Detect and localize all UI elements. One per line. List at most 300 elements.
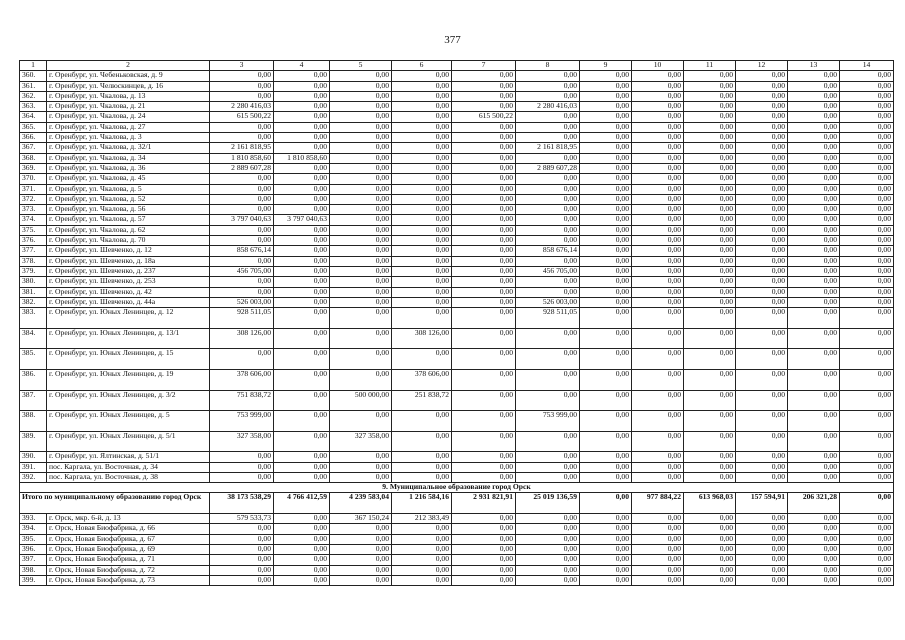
value-cell: 0,00	[274, 555, 330, 565]
value-cell: 0,00	[632, 215, 684, 225]
value-cell: 579 533,73	[210, 514, 274, 524]
value-cell: 0,00	[274, 328, 330, 349]
value-cell: 0,00	[210, 236, 274, 246]
value-cell: 0,00	[840, 369, 894, 390]
value-cell: 0,00	[516, 328, 580, 349]
value-cell: 0,00	[736, 194, 788, 204]
value-cell: 0,00	[632, 246, 684, 256]
address-cell: г. Оренбург, ул. Чкалова, д. 32/1	[47, 143, 210, 153]
value-cell: 0,00	[736, 544, 788, 554]
value-cell: 0,00	[274, 544, 330, 554]
value-cell: 0,00	[580, 328, 632, 349]
value-cell: 0,00	[788, 194, 840, 204]
value-cell: 0,00	[452, 266, 516, 276]
value-cell: 0,00	[392, 462, 452, 472]
value-cell: 0,00	[684, 174, 736, 184]
value-cell: 0,00	[516, 431, 580, 452]
column-number: 9	[580, 61, 632, 71]
value-cell: 0,00	[736, 390, 788, 411]
value-cell: 0,00	[684, 122, 736, 132]
row-number: 393.	[20, 514, 47, 524]
address-cell: г. Оренбург, ул. Чкалова, д. 27	[47, 122, 210, 132]
value-cell: 0,00	[684, 246, 736, 256]
value-cell: 0,00	[392, 534, 452, 544]
table-row	[20, 122, 894, 132]
total-value-cell: 157 594,91	[736, 493, 788, 514]
value-cell: 0,00	[580, 163, 632, 173]
total-value-cell: 0,00	[580, 493, 632, 514]
value-cell: 0,00	[684, 194, 736, 204]
value-cell: 0,00	[274, 174, 330, 184]
value-cell: 0,00	[788, 297, 840, 307]
value-cell: 0,00	[452, 287, 516, 297]
value-cell: 0,00	[392, 215, 452, 225]
value-cell: 0,00	[736, 225, 788, 235]
value-cell: 0,00	[840, 390, 894, 411]
total-value-cell: 1 216 584,16	[392, 493, 452, 514]
row-number: 376.	[20, 236, 47, 246]
value-cell: 0,00	[684, 256, 736, 266]
table-row	[20, 225, 894, 235]
total-value-cell: 2 931 821,91	[452, 493, 516, 514]
value-cell: 0,00	[210, 277, 274, 287]
value-cell: 0,00	[788, 472, 840, 482]
value-cell: 0,00	[210, 184, 274, 194]
value-cell: 0,00	[736, 246, 788, 256]
table-row	[20, 236, 894, 246]
value-cell: 0,00	[452, 328, 516, 349]
value-cell: 0,00	[684, 112, 736, 122]
value-cell: 0,00	[580, 514, 632, 524]
row-number: 396.	[20, 544, 47, 554]
value-cell: 0,00	[392, 266, 452, 276]
address-cell: г. Орск, мкр. 6-й, д. 13	[47, 514, 210, 524]
row-number: 363.	[20, 102, 47, 112]
value-cell: 0,00	[392, 308, 452, 329]
column-number: 6	[392, 61, 452, 71]
value-cell: 0,00	[840, 575, 894, 585]
value-cell: 0,00	[788, 575, 840, 585]
page-number: 377	[444, 34, 461, 46]
table-row	[20, 462, 894, 472]
value-cell: 0,00	[330, 277, 392, 287]
value-cell: 0,00	[632, 184, 684, 194]
value-cell: 0,00	[788, 328, 840, 349]
value-cell: 251 838,72	[392, 390, 452, 411]
value-cell: 0,00	[392, 112, 452, 122]
value-cell: 0,00	[580, 297, 632, 307]
data-table	[19, 60, 894, 586]
value-cell: 0,00	[684, 81, 736, 91]
value-cell: 0,00	[580, 524, 632, 534]
column-number: 2	[47, 61, 210, 71]
table-row	[20, 328, 894, 349]
value-cell: 0,00	[392, 102, 452, 112]
value-cell: 0,00	[274, 246, 330, 256]
value-cell: 0,00	[516, 71, 580, 81]
value-cell: 212 383,49	[392, 514, 452, 524]
value-cell: 0,00	[516, 462, 580, 472]
value-cell: 0,00	[392, 225, 452, 235]
column-number: 4	[274, 61, 330, 71]
value-cell: 0,00	[632, 431, 684, 452]
row-number: 366.	[20, 133, 47, 143]
value-cell: 0,00	[788, 452, 840, 462]
value-cell: 0,00	[392, 431, 452, 452]
value-cell: 0,00	[684, 369, 736, 390]
value-cell: 0,00	[274, 266, 330, 276]
column-number: 3	[210, 61, 274, 71]
value-cell: 0,00	[840, 565, 894, 575]
value-cell: 0,00	[210, 225, 274, 235]
value-cell: 0,00	[580, 81, 632, 91]
value-cell: 0,00	[452, 575, 516, 585]
value-cell: 0,00	[840, 205, 894, 215]
value-cell: 0,00	[274, 287, 330, 297]
row-number: 398.	[20, 565, 47, 575]
value-cell: 858 676,14	[210, 246, 274, 256]
value-cell: 0,00	[452, 472, 516, 482]
total-value-cell: 4 239 583,04	[330, 493, 392, 514]
value-cell: 0,00	[516, 205, 580, 215]
value-cell: 0,00	[210, 81, 274, 91]
value-cell: 0,00	[274, 81, 330, 91]
value-cell: 0,00	[684, 236, 736, 246]
value-cell: 0,00	[580, 174, 632, 184]
column-number: 10	[632, 61, 684, 71]
value-cell: 0,00	[788, 534, 840, 544]
value-cell: 0,00	[330, 91, 392, 101]
value-cell: 0,00	[736, 122, 788, 132]
value-cell: 0,00	[516, 133, 580, 143]
value-cell: 0,00	[580, 565, 632, 575]
row-number: 375.	[20, 225, 47, 235]
value-cell: 0,00	[452, 153, 516, 163]
address-cell: г. Оренбург, ул. Шевченко, д. 42	[47, 287, 210, 297]
row-number: 371.	[20, 184, 47, 194]
value-cell: 0,00	[632, 534, 684, 544]
total-value-cell: 4 766 412,59	[274, 493, 330, 514]
value-cell: 0,00	[516, 215, 580, 225]
value-cell: 0,00	[840, 102, 894, 112]
value-cell: 0,00	[330, 102, 392, 112]
value-cell: 0,00	[516, 349, 580, 370]
value-cell: 0,00	[452, 215, 516, 225]
value-cell: 0,00	[580, 411, 632, 432]
value-cell: 0,00	[274, 411, 330, 432]
value-cell: 0,00	[274, 349, 330, 370]
value-cell: 0,00	[736, 308, 788, 329]
value-cell: 0,00	[210, 534, 274, 544]
value-cell: 0,00	[580, 369, 632, 390]
value-cell: 0,00	[684, 534, 736, 544]
address-cell: г. Оренбург, ул. Шевченко, д. 237	[47, 266, 210, 276]
value-cell: 0,00	[788, 544, 840, 554]
table-header-row	[20, 61, 894, 71]
value-cell: 0,00	[452, 390, 516, 411]
value-cell: 753 999,00	[516, 411, 580, 432]
value-cell: 0,00	[210, 205, 274, 215]
value-cell: 0,00	[452, 133, 516, 143]
value-cell: 0,00	[392, 246, 452, 256]
table-row	[20, 81, 894, 91]
address-cell: г. Оренбург, ул. Чкалова, д. 70	[47, 236, 210, 246]
value-cell: 0,00	[736, 277, 788, 287]
value-cell: 0,00	[580, 287, 632, 297]
value-cell: 0,00	[632, 390, 684, 411]
value-cell: 0,00	[330, 71, 392, 81]
value-cell: 0,00	[736, 524, 788, 534]
table-row	[20, 184, 894, 194]
value-cell: 0,00	[736, 297, 788, 307]
row-number: 389.	[20, 431, 47, 452]
value-cell: 0,00	[788, 81, 840, 91]
value-cell: 0,00	[632, 102, 684, 112]
value-cell: 0,00	[452, 256, 516, 266]
value-cell: 0,00	[210, 524, 274, 534]
value-cell: 0,00	[684, 544, 736, 554]
value-cell: 0,00	[274, 297, 330, 307]
value-cell: 0,00	[516, 524, 580, 534]
value-cell: 0,00	[392, 91, 452, 101]
value-cell: 0,00	[684, 565, 736, 575]
row-number: 395.	[20, 534, 47, 544]
value-cell: 0,00	[788, 431, 840, 452]
value-cell: 0,00	[736, 349, 788, 370]
value-cell: 0,00	[274, 524, 330, 534]
address-cell: г. Оренбург, ул. Чкалова, д. 45	[47, 174, 210, 184]
value-cell: 0,00	[788, 349, 840, 370]
value-cell: 0,00	[788, 308, 840, 329]
address-cell: г. Оренбург, ул. Юных Ленинцев, д. 3/2	[47, 390, 210, 411]
value-cell: 0,00	[840, 225, 894, 235]
value-cell: 0,00	[580, 431, 632, 452]
table-row	[20, 194, 894, 204]
address-cell: г. Орск, Новая Биофабрика, д. 71	[47, 555, 210, 565]
table-row	[20, 472, 894, 482]
value-cell: 0,00	[210, 452, 274, 462]
value-cell: 0,00	[736, 266, 788, 276]
value-cell: 0,00	[632, 452, 684, 462]
value-cell: 0,00	[788, 390, 840, 411]
table-row	[20, 369, 894, 390]
address-cell: г. Оренбург, ул. Чкалова, д. 52	[47, 194, 210, 204]
value-cell: 0,00	[684, 462, 736, 472]
value-cell: 0,00	[210, 194, 274, 204]
value-cell: 0,00	[452, 462, 516, 472]
value-cell: 0,00	[632, 81, 684, 91]
column-number: 7	[452, 61, 516, 71]
address-cell: г. Оренбург, ул. Чкалова, д. 57	[47, 215, 210, 225]
table-row	[20, 575, 894, 585]
value-cell: 0,00	[274, 431, 330, 452]
value-cell: 0,00	[736, 153, 788, 163]
value-cell: 0,00	[632, 369, 684, 390]
row-number: 362.	[20, 91, 47, 101]
value-cell: 0,00	[736, 112, 788, 122]
table-row	[20, 215, 894, 225]
value-cell: 0,00	[452, 565, 516, 575]
value-cell: 0,00	[580, 112, 632, 122]
row-number: 367.	[20, 143, 47, 153]
value-cell: 1 810 858,60	[210, 153, 274, 163]
value-cell: 0,00	[632, 411, 684, 432]
column-number: 12	[736, 61, 788, 71]
value-cell: 0,00	[210, 462, 274, 472]
value-cell: 0,00	[736, 133, 788, 143]
value-cell: 308 126,00	[392, 328, 452, 349]
value-cell: 526 003,00	[516, 297, 580, 307]
value-cell: 0,00	[210, 472, 274, 482]
value-cell: 0,00	[788, 555, 840, 565]
value-cell: 0,00	[632, 555, 684, 565]
row-number: 361.	[20, 81, 47, 91]
value-cell: 0,00	[788, 277, 840, 287]
value-cell: 0,00	[210, 287, 274, 297]
value-cell: 0,00	[452, 431, 516, 452]
value-cell: 0,00	[580, 349, 632, 370]
value-cell: 0,00	[684, 349, 736, 370]
value-cell: 0,00	[632, 544, 684, 554]
value-cell: 0,00	[580, 575, 632, 585]
table-row	[20, 308, 894, 329]
value-cell: 0,00	[684, 297, 736, 307]
value-cell: 0,00	[840, 112, 894, 122]
value-cell: 0,00	[330, 112, 392, 122]
table-row	[20, 205, 894, 215]
value-cell: 0,00	[632, 153, 684, 163]
value-cell: 0,00	[840, 153, 894, 163]
value-cell: 0,00	[840, 287, 894, 297]
value-cell: 0,00	[684, 143, 736, 153]
value-cell: 0,00	[840, 266, 894, 276]
value-cell: 753 999,00	[210, 411, 274, 432]
value-cell: 0,00	[392, 256, 452, 266]
value-cell: 0,00	[788, 153, 840, 163]
value-cell: 456 705,00	[210, 266, 274, 276]
value-cell: 0,00	[330, 308, 392, 329]
value-cell: 0,00	[580, 102, 632, 112]
value-cell: 0,00	[736, 514, 788, 524]
value-cell: 0,00	[632, 328, 684, 349]
value-cell: 308 126,00	[210, 328, 274, 349]
total-value-cell: 977 884,22	[632, 493, 684, 514]
value-cell: 0,00	[330, 524, 392, 534]
value-cell: 0,00	[684, 163, 736, 173]
total-value-cell: 0,00	[840, 493, 894, 514]
value-cell: 0,00	[840, 462, 894, 472]
value-cell: 0,00	[580, 153, 632, 163]
value-cell: 0,00	[452, 91, 516, 101]
value-cell: 0,00	[452, 184, 516, 194]
value-cell: 0,00	[684, 575, 736, 585]
value-cell: 0,00	[788, 266, 840, 276]
value-cell: 0,00	[684, 153, 736, 163]
value-cell: 0,00	[580, 390, 632, 411]
column-number: 13	[788, 61, 840, 71]
total-label: Итого по муниципальному образованию город Орск	[20, 493, 210, 514]
table-row	[20, 256, 894, 266]
address-cell: г. Оренбург, ул. Чкалова, д. 36	[47, 163, 210, 173]
value-cell: 2 280 416,03	[516, 102, 580, 112]
value-cell: 3 797 040,63	[274, 215, 330, 225]
address-cell: г. Орск, Новая Биофабрика, д. 66	[47, 524, 210, 534]
value-cell: 0,00	[632, 163, 684, 173]
value-cell: 0,00	[330, 163, 392, 173]
value-cell: 0,00	[210, 256, 274, 266]
address-cell: г. Оренбург, ул. Юных Ленинцев, д. 13/1	[47, 328, 210, 349]
value-cell: 615 500,22	[210, 112, 274, 122]
row-number: 377.	[20, 246, 47, 256]
value-cell: 0,00	[580, 194, 632, 204]
value-cell: 0,00	[736, 236, 788, 246]
value-cell: 0,00	[580, 215, 632, 225]
value-cell: 0,00	[516, 91, 580, 101]
address-cell: г. Орск, Новая Биофабрика, д. 67	[47, 534, 210, 544]
value-cell: 0,00	[788, 163, 840, 173]
value-cell: 615 500,22	[452, 112, 516, 122]
column-number: 14	[840, 61, 894, 71]
value-cell: 0,00	[684, 411, 736, 432]
value-cell: 0,00	[632, 205, 684, 215]
address-cell: г. Оренбург, ул. Чкалова, д. 13	[47, 91, 210, 101]
value-cell: 0,00	[840, 256, 894, 266]
value-cell: 0,00	[684, 277, 736, 287]
value-cell: 0,00	[684, 328, 736, 349]
row-number: 379.	[20, 266, 47, 276]
value-cell: 0,00	[330, 287, 392, 297]
table-row	[20, 277, 894, 287]
value-cell: 0,00	[788, 287, 840, 297]
value-cell: 0,00	[330, 153, 392, 163]
value-cell: 0,00	[840, 277, 894, 287]
value-cell: 0,00	[392, 184, 452, 194]
value-cell: 0,00	[736, 287, 788, 297]
value-cell: 0,00	[516, 534, 580, 544]
row-number: 374.	[20, 215, 47, 225]
value-cell: 0,00	[840, 163, 894, 173]
value-cell: 0,00	[736, 555, 788, 565]
value-cell: 0,00	[684, 184, 736, 194]
value-cell: 0,00	[210, 133, 274, 143]
value-cell: 0,00	[840, 472, 894, 482]
address-cell: г. Оренбург, ул. Чкалова, д. 24	[47, 112, 210, 122]
value-cell: 0,00	[736, 205, 788, 215]
value-cell: 0,00	[516, 112, 580, 122]
value-cell: 0,00	[516, 236, 580, 246]
value-cell: 0,00	[840, 184, 894, 194]
total-row	[20, 493, 894, 514]
value-cell: 0,00	[736, 174, 788, 184]
value-cell: 0,00	[392, 349, 452, 370]
value-cell: 0,00	[330, 472, 392, 482]
value-cell: 0,00	[632, 524, 684, 534]
table-row	[20, 534, 894, 544]
value-cell: 0,00	[516, 565, 580, 575]
value-cell: 0,00	[632, 472, 684, 482]
value-cell: 0,00	[392, 133, 452, 143]
value-cell: 0,00	[736, 71, 788, 81]
value-cell: 0,00	[452, 349, 516, 370]
total-value-cell: 25 019 136,59	[516, 493, 580, 514]
value-cell: 0,00	[452, 411, 516, 432]
value-cell: 0,00	[632, 71, 684, 81]
value-cell: 0,00	[840, 452, 894, 462]
address-cell: г. Орск, Новая Биофабрика, д. 69	[47, 544, 210, 554]
value-cell: 0,00	[840, 534, 894, 544]
value-cell: 0,00	[452, 194, 516, 204]
value-cell: 0,00	[788, 143, 840, 153]
